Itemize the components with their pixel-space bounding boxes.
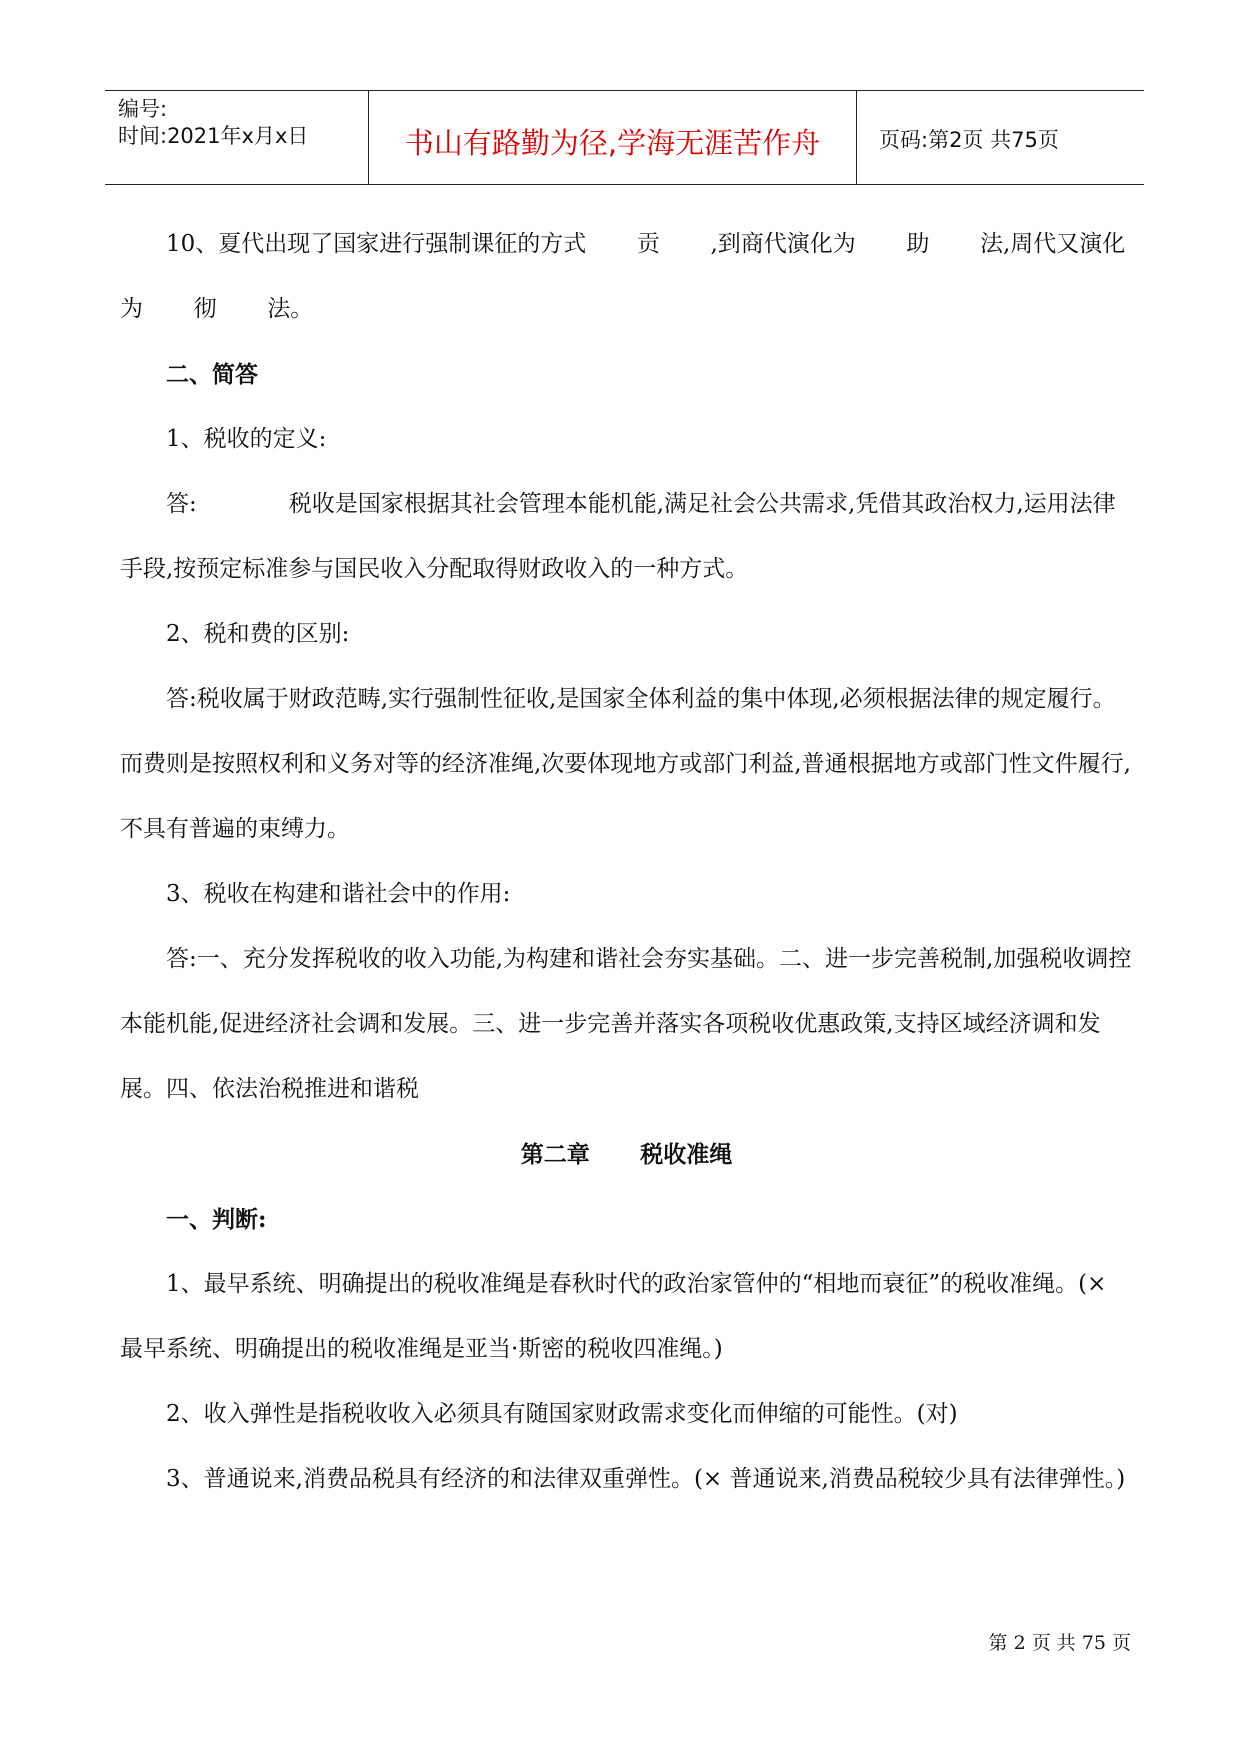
answer-label: 答: [166, 491, 197, 517]
chapter-heading [120, 1122, 1133, 1187]
doc-number-label: 编号: [118, 97, 168, 121]
header-page-number: 页码:第2页 共75页 [879, 128, 1059, 152]
q10-answer-che: 彻 [193, 296, 217, 322]
q10-answer-zhu: 助 [906, 231, 930, 257]
chapter-number: 第二章 [520, 1141, 590, 1168]
short-answer-q2: 2、税和费的区别: [166, 621, 350, 647]
judgement-2: 2、收入弹性是指税收收入必须具有随国家财政需求变化而伸缩的可能性。(对) [166, 1401, 958, 1427]
answer-text: 税收是国家根据其社会管理本能机能,满足社会公共需求,凭借其政治权力,运用法律手段,按预定标准参与国民收入分配取得财政收入的一种方式。 [120, 491, 1116, 582]
q10-text-a: 10、夏代出现了国家进行强制课征的方式 [166, 231, 587, 257]
section-heading-short-answer: 二、简答 [166, 361, 258, 388]
chapter-title: 税收准绳 [640, 1141, 733, 1168]
header-motto: 书山有路勤为径,学海无涯苦作舟 [404, 126, 821, 160]
header-meta-cell [105, 91, 369, 184]
q10-text-g: 法。 [267, 296, 314, 322]
doc-time-label: 时间:2021年x月x日 [118, 124, 309, 148]
page-header [105, 90, 1144, 185]
short-answer-q1: 1、税收的定义: [166, 426, 327, 452]
section-heading-judgement: 一、判断: [166, 1206, 267, 1233]
header-motto-cell [369, 91, 857, 184]
q10-answer-gong: 贡 [636, 231, 660, 257]
short-answer-a1 [120, 472, 1133, 602]
short-answer-a3: 答:一、充分发挥税收的收入功能,为构建和谐社会夯实基础。二、进一步完善税制,加强税收调控本能机能,促进经济社会调和发展。三、进一步完善并落实各项税收优惠政策,支持区域经济调和发展。四、依法治税推进和谐税 [120, 946, 1132, 1102]
question-10 [120, 212, 1133, 342]
document-body [120, 212, 1133, 1512]
judgement-3: 3、普通说来,消费品税具有经济的和法律双重弹性。(× 普通说来,消费品税较少具有法律弹性。) [166, 1466, 1126, 1492]
short-answer-a2: 答:税收属于财政范畴,实行强制性征收,是国家全体利益的集中体现,必须根据法律的规定履行。而费则是按照权利和义务对等的经济准绳,次要体现地方或部门利益,普通根据地方或部门性文件履行,不具有普遍的束缚力。 [120, 686, 1131, 842]
header-page-cell [857, 91, 1144, 184]
q10-text-c: ,到商代演化为 [710, 231, 856, 257]
q10-text-e: 法,周代又演化为 [120, 231, 1126, 322]
short-answer-q3: 3、税收在构建和谐社会中的作用: [166, 881, 511, 907]
page-footer: 第 2 页 共 75 页 [988, 1632, 1131, 1654]
judgement-1: 1、最早系统、明确提出的税收准绳是春秋时代的政治家管仲的“相地而衰征”的税收准绳。(× 最早系统、明确提出的税收准绳是亚当·斯密的税收四准绳。) [120, 1271, 1107, 1362]
